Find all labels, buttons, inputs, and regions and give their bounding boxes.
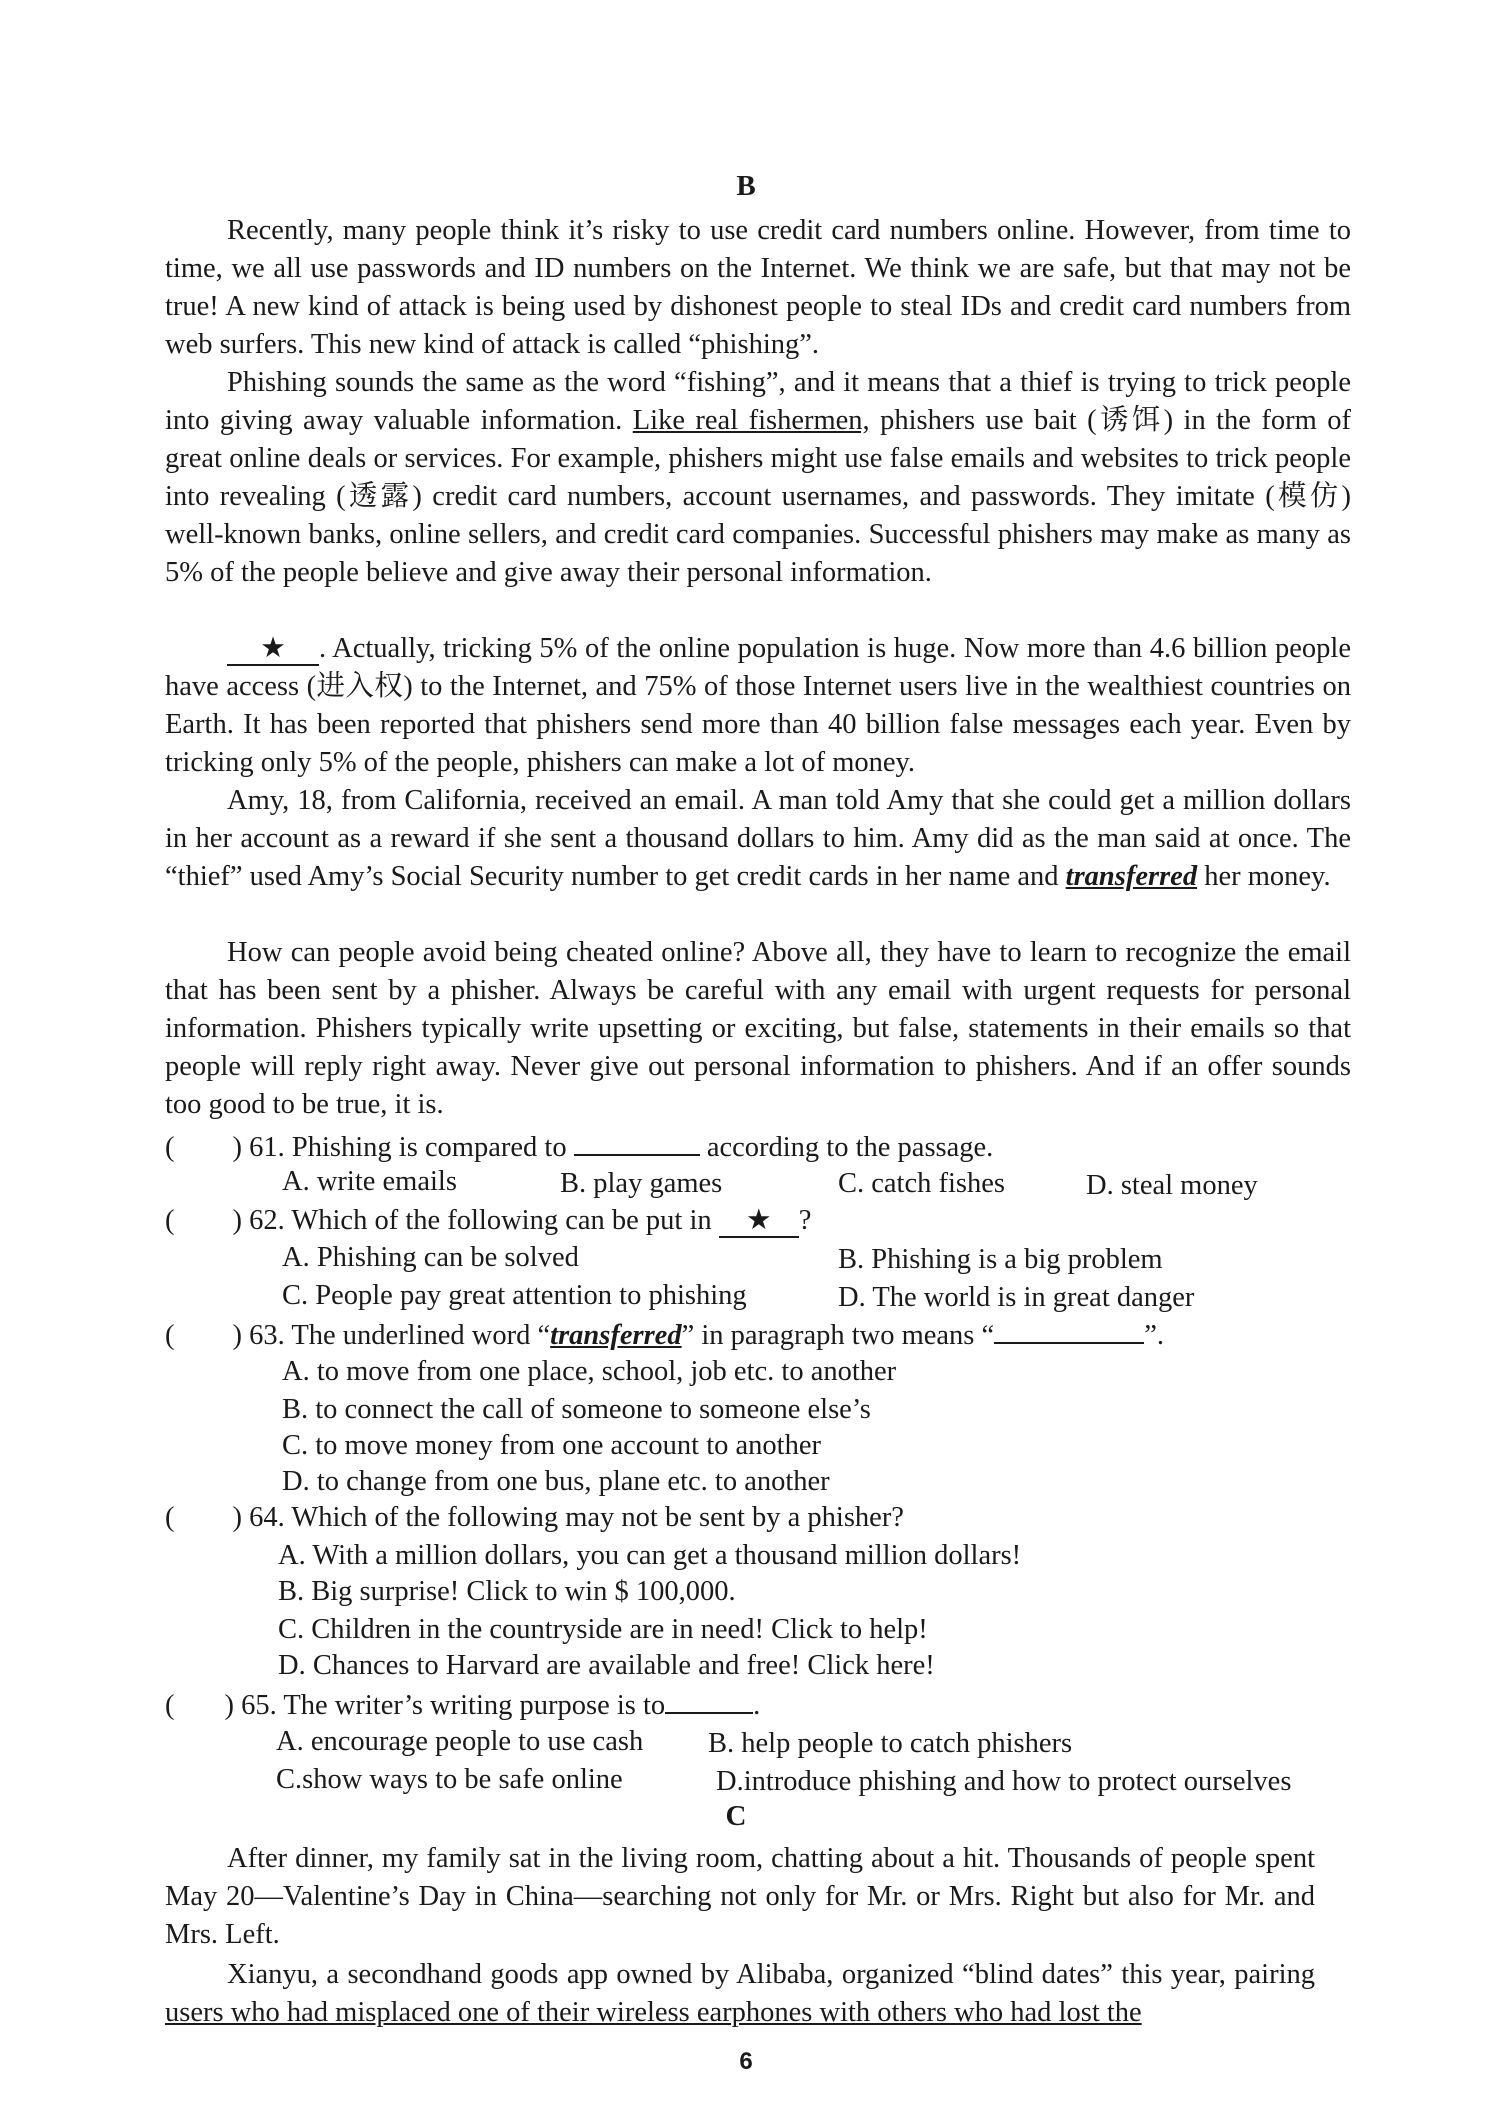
question-65: ( ) 65. The writer’s writing purpose is to . xyxy=(165,1686,1365,1724)
underlined-word-transferred: transferred xyxy=(1065,861,1198,892)
question-stem: 62. Which of the following can be put in xyxy=(249,1205,712,1236)
answer-blank xyxy=(994,1316,1144,1344)
section-c-paragraph-1: After dinner, my family sat in the living room, chatting about a hit. Thousands of people spent May 20—Valentine’s Day in China—searching not only for Mr. or Mrs. Right but also for Mr. and Mrs. Left. xyxy=(165,1843,1315,1950)
section-b-paragraph-2: Phishing sounds the same as the word “fishing”, and it means that a thief is trying to trick people into giving away valuable information. Like real fishermen, phishers use bait (诱饵) in the form of great online deals or services. For example, phishers might use false emails and websites to trick people into revealing (透露) credit card numbers, account usernames, and passwords. They imitate (模仿) well-known banks, online sellers, and credit card companies. Successful phishers may make as many as 5% of the people believe and give away their personal information. xyxy=(165,367,1351,588)
question-stem: 61. Phishing is compared to xyxy=(249,1132,567,1163)
option-65-c: C.show ways to be safe online xyxy=(276,1764,623,1795)
option-63-a: A. to move from one place, school, job etc. to another xyxy=(282,1356,897,1387)
option-63-b: B. to connect the call of someone to someone else’s xyxy=(282,1394,871,1425)
question-62: ( ) 62. Which of the following can be put in ★ ? xyxy=(165,1205,812,1236)
underlined-word-transferred: transferred xyxy=(550,1320,682,1351)
option-61-a: A. write emails xyxy=(282,1166,457,1197)
option-61-c: C. catch fishes xyxy=(838,1168,1005,1199)
answer-paren-open: ( xyxy=(165,1205,175,1236)
answer-paren-open: ( xyxy=(165,1502,175,1533)
question-61: ( ) 61. Phishing is compared to according to the passage. xyxy=(165,1128,1365,1166)
section-c-paragraph-2: Xianyu, a secondhand goods app owned by Alibaba, organized “blind dates” this year, pairing users who had misplaced one of their wireless earphones with others who had lost the xyxy=(165,1959,1315,2028)
option-62-b: B. Phishing is a big problem xyxy=(838,1244,1163,1275)
star-blank: ★ xyxy=(227,634,319,666)
option-62-a: A. Phishing can be solved xyxy=(282,1242,579,1273)
option-63-c: C. to move money from one account to another xyxy=(282,1430,821,1461)
underlined-phrase: users who had misplaced one of their wireless earphones with others who had lost the xyxy=(165,1997,1142,2028)
question-stem: 64. Which of the following may not be sent by a phisher? xyxy=(249,1502,904,1533)
option-65-d: D.introduce phishing and how to protect ourselves xyxy=(716,1766,1292,1797)
question-63: ( ) 63. The underlined word “transferred” in paragraph two means “ ”. xyxy=(165,1316,1365,1354)
star-blank: ★ xyxy=(719,1206,799,1238)
question-stem: 65. The writer’s writing purpose is to xyxy=(241,1690,666,1721)
option-64-a: A. With a million dollars, you can get a thousand million dollars! xyxy=(278,1540,1022,1571)
section-b-paragraph-1: Recently, many people think it’s risky to use credit card numbers online. However, from time to time, we all use passwords and ID numbers on the Internet. We think we are safe, but that may not be true! A new kind of attack is being used by dishonest people to steal IDs and credit card numbers from web surfers. This new kind of attack is called “phishing”. xyxy=(165,215,1351,360)
question-stem: 63. The underlined word “ xyxy=(249,1320,551,1351)
answer-blank xyxy=(665,1686,753,1714)
section-c-title: C xyxy=(725,1800,747,1832)
option-61-b: B. play games xyxy=(560,1168,723,1199)
option-65-a: A. encourage people to use cash xyxy=(276,1726,644,1757)
answer-blank xyxy=(574,1128,700,1156)
section-b-paragraph-4: Amy, 18, from California, received an email. A man told Amy that she could get a million dollars in her account as a reward if she sent a thousand dollars to him. Amy did as the man said at once. The “thief” used Amy’s Social Security number to get credit cards in her name and transferred her money. xyxy=(165,785,1351,892)
page-number: 6 xyxy=(739,2048,753,2075)
option-64-c: C. Children in the countryside are in need! Click to help! xyxy=(278,1614,928,1645)
option-64-b: B. Big surprise! Click to win $ 100,000. xyxy=(278,1576,736,1607)
answer-paren-open: ( xyxy=(165,1690,175,1721)
section-b-paragraph-5: How can people avoid being cheated online? Above all, they have to learn to recognize the email that has been sent by a phisher. Always be careful with any email with urgent requests for personal information. Phishers typically write upsetting or exciting, but false, statements in their emails so that people will reply right away. Never give out personal information to phishers. And if an offer sounds too good to be true, it is. xyxy=(165,937,1351,1120)
option-64-d: D. Chances to Harvard are available and free! Click here! xyxy=(278,1650,935,1681)
option-63-d: D. to change from one bus, plane etc. to another xyxy=(282,1466,830,1497)
question-64: ( ) 64. Which of the following may not be sent by a phisher? xyxy=(165,1502,904,1533)
underlined-phrase: Like real fishermen, xyxy=(632,405,870,436)
option-62-c: C. People pay great attention to phishing xyxy=(282,1280,747,1311)
option-61-d: D. steal money xyxy=(1086,1170,1258,1201)
section-b-paragraph-3: ★ . Actually, tricking 5% of the online population is huge. Now more than 4.6 billion people have access (进入权) to the Internet, and 75% of those Internet users live in the wealthiest countries on Earth. It has been reported that phishers send more than 40 billion false messages each year. Even by tricking only 5% of the people, phishers can make a lot of money. xyxy=(165,633,1351,778)
answer-paren-open: ( xyxy=(165,1132,175,1163)
answer-paren-open: ( xyxy=(165,1320,175,1351)
option-65-b: B. help people to catch phishers xyxy=(708,1728,1073,1759)
option-62-d: D. The world is in great danger xyxy=(838,1282,1195,1313)
section-b-title: B xyxy=(736,170,756,202)
